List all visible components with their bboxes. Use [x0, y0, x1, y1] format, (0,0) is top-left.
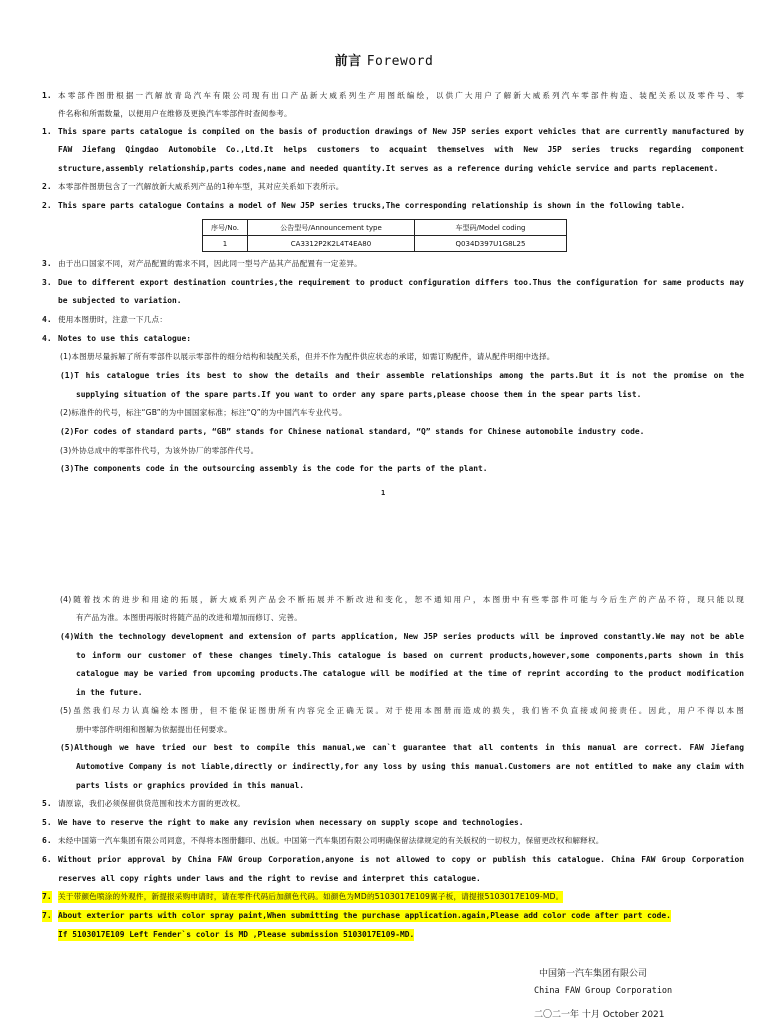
paragraph-line: Due to different export destination countries,the requirement to product configuration differs too.Thus the configuration for same products may: [58, 278, 744, 287]
paragraph-line: to inform our customer of these changes timely.This catalogue is based on current products,however,some components,parts shown in this: [76, 651, 744, 660]
page-title: [0, 50, 768, 69]
company-name-en: China FAW Group Corporation: [534, 986, 673, 996]
paragraph-line: catalogue may be varied from upcoming products.The catalogue will be modified at the time of reprint according to the product modification: [76, 669, 744, 678]
item-number: 3.: [42, 259, 52, 268]
table-cell: 1: [203, 236, 248, 252]
page-number: 1: [381, 489, 386, 497]
highlighted-line: If 5103017E109 Left Fender`s color is MD ,Please submission 5103017E109-MD.: [58, 930, 415, 939]
item-number: 6.: [42, 836, 52, 845]
paragraph-line: (5)Although we have tried our best to compile this manual,we can`t guarantee that all contents in this manual are correct. FAW Jiefang: [60, 743, 744, 752]
item-number: 2.: [42, 182, 52, 191]
document-date: 二〇二一年 十月 October 2021: [534, 1010, 665, 1020]
item-number: 7.: [42, 911, 52, 920]
item-number: 5.: [42, 799, 52, 808]
table-cell: Q034D397U1G8L25: [415, 236, 567, 252]
paragraph-line: (3)外协总成中的零部件代号，为该外协厂的零部件代号。: [60, 446, 259, 455]
paragraph-line: (2)For codes of standard parts, “GB” stands for Chinese national standard, “Q” stands for Chinese automobile industry code.: [60, 427, 645, 436]
item-number: 1.: [42, 91, 52, 100]
table-header-row: [203, 220, 567, 236]
paragraph-line: 有产品为准。本图册再版时将随产品的改进和增加而修订、完善。: [76, 613, 303, 622]
item-number: 5.: [42, 818, 52, 827]
table-row: [203, 236, 567, 252]
paragraph-line: (4)With the technology development and extension of parts application, New J5P series products will be improved constantly.We may not be able: [60, 632, 744, 641]
paragraph-line: 使用本图册时，注意一下几点：: [58, 315, 168, 324]
paragraph-line: 册中零部件明细和图解为依据提出任何要求。: [76, 725, 232, 734]
paragraph-line: parts lists or graphics provided in this manual.: [76, 781, 305, 790]
item-number: 2.: [42, 201, 52, 210]
paragraph-line: (4)随着技术的进步和用途的拓展，新大威系列产品会不断拓展并不断改进和变化，恕不通知用户，本图册中有些零部件可能与今后生产的产品不符，现只能以现: [60, 595, 744, 604]
item-number: 6.: [42, 855, 52, 864]
table-header-cell: 序号/No.: [203, 220, 248, 236]
paragraph-line: structure,assembly relationship,parts codes,name and needed quantity.It serves as a reference during vehicle service and parts replacement.: [58, 164, 719, 173]
paragraph-line: 请原谅，我们必须保留供货范围和技术方面的更改权。: [58, 799, 246, 808]
paragraph-line: (5)虽然我们尽力认真编绘本图册，但不能保证图册所有内容完全正确无误。对于使用本图册而造成的损失，我们皆不负直接或间接责任。因此，用户不得以本图: [60, 706, 744, 715]
model-table: [202, 219, 567, 252]
paragraph-line: in the future.: [76, 688, 143, 697]
paragraph-line: 件名称和所需数量，以便用户在维修及更换汽车零部件时查阅参考。: [58, 109, 292, 118]
paragraph-line: This spare parts catalogue Contains a model of New J5P series trucks,The corresponding relationship is shown in the following table.: [58, 201, 686, 210]
table-cell: CA3312P2K2L4T4EA80: [248, 236, 415, 252]
paragraph-line: (1)本图册尽量拆解了所有零部件以展示零部件的细分结构和装配关系，但并不作为配件供应状态的承诺，如需订购配件，请从配件明细中选择。: [60, 352, 555, 361]
item-number: 1.: [42, 127, 52, 136]
paragraph-line: 本零部件图册包含了一汽解放新大威系列产品的1种车型，其对应关系如下表所示。: [58, 182, 344, 191]
item-number: 3.: [42, 278, 52, 287]
item-number: 4.: [42, 315, 52, 324]
paragraph-line: supplying situation of the spare parts.If you want to order any spare parts,please choose them in the spear parts list.: [76, 390, 642, 399]
item-number: 4.: [42, 334, 52, 343]
paragraph-line: (1)T his catalogue tries its best to show the details and their assemble relationships among the parts.But it is not the promise on the: [60, 371, 744, 380]
paragraph-line: Notes to use this catalogue:: [58, 334, 192, 343]
item-number: 7.: [42, 892, 52, 901]
paragraph-line: This spare parts catalogue is compiled on the basis of production drawings of New J5P series export vehicles that are currently manufactured by: [58, 127, 744, 136]
highlighted-line: About exterior parts with color spray paint,When submitting the purchase application.again,Please add color code after part code.: [58, 911, 671, 920]
highlighted-line: 关于带颜色喷涂的外观件，新提报采购申请时，请在零件代码后加颜色代码。如颜色为MD的5103017E109翼子板，请提报5103017E109-MD。: [58, 892, 564, 901]
paragraph-line: Automotive Company is not liable,directly or indirectly,for any loss by using this manual.Customers are not entitled to make any claim with: [76, 762, 744, 771]
paragraph-line: FAW Jiefang Qingdao Automobile Co.,Ltd.It helps customers to acquaint themselves with New J5P series trucks regarding component: [58, 145, 744, 154]
company-name-cn: 中国第一汽车集团有限公司: [539, 969, 648, 979]
paragraph-line: 未经中国第一汽车集团有限公司同意，不得将本图册翻印、出版。中国第一汽车集团有限公司明确保留法律规定的有关版权的一切权力，保留更改权和解释权。: [58, 836, 604, 845]
paragraph-line: (2)标准件的代号，标注“GB”的为中国国家标准；标注“Q”的为中国汽车专业代号。: [60, 408, 347, 417]
table-header-cell: 车型码/Model coding: [415, 220, 567, 236]
paragraph-line: We have to reserve the right to make any revision when necessary on supply scope and technologies.: [58, 818, 524, 827]
paragraph-line: be subjected to variation.: [58, 296, 182, 305]
table-header-cell: 公告型号/Announcement type: [248, 220, 415, 236]
paragraph-line: 由于出口国家不同，对产品配置的需求不同，因此同一型号产品其产品配置有一定差异。: [58, 259, 362, 268]
paragraph-line: reserves all copy rights under laws and the right to revise and interpret this catalogue.: [58, 874, 481, 883]
paragraph-line: (3)The components code in the outsourcing assembly is the code for the parts of the plant.: [60, 464, 488, 473]
paragraph-line: Without prior approval by China FAW Group Corporation,anyone is not allowed to copy or publish this catalogue. China FAW Group Corporation: [58, 855, 744, 864]
title-cn: 前言: [334, 54, 362, 69]
title-en: Foreword: [366, 54, 434, 69]
paragraph-line: 本零部件图册根据一汽解放青岛汽车有限公司现有出口产品新大威系列生产用图纸编绘，以供广大用户了解新大威系列汽车零部件构造、装配关系以及零件号、零: [58, 91, 744, 100]
